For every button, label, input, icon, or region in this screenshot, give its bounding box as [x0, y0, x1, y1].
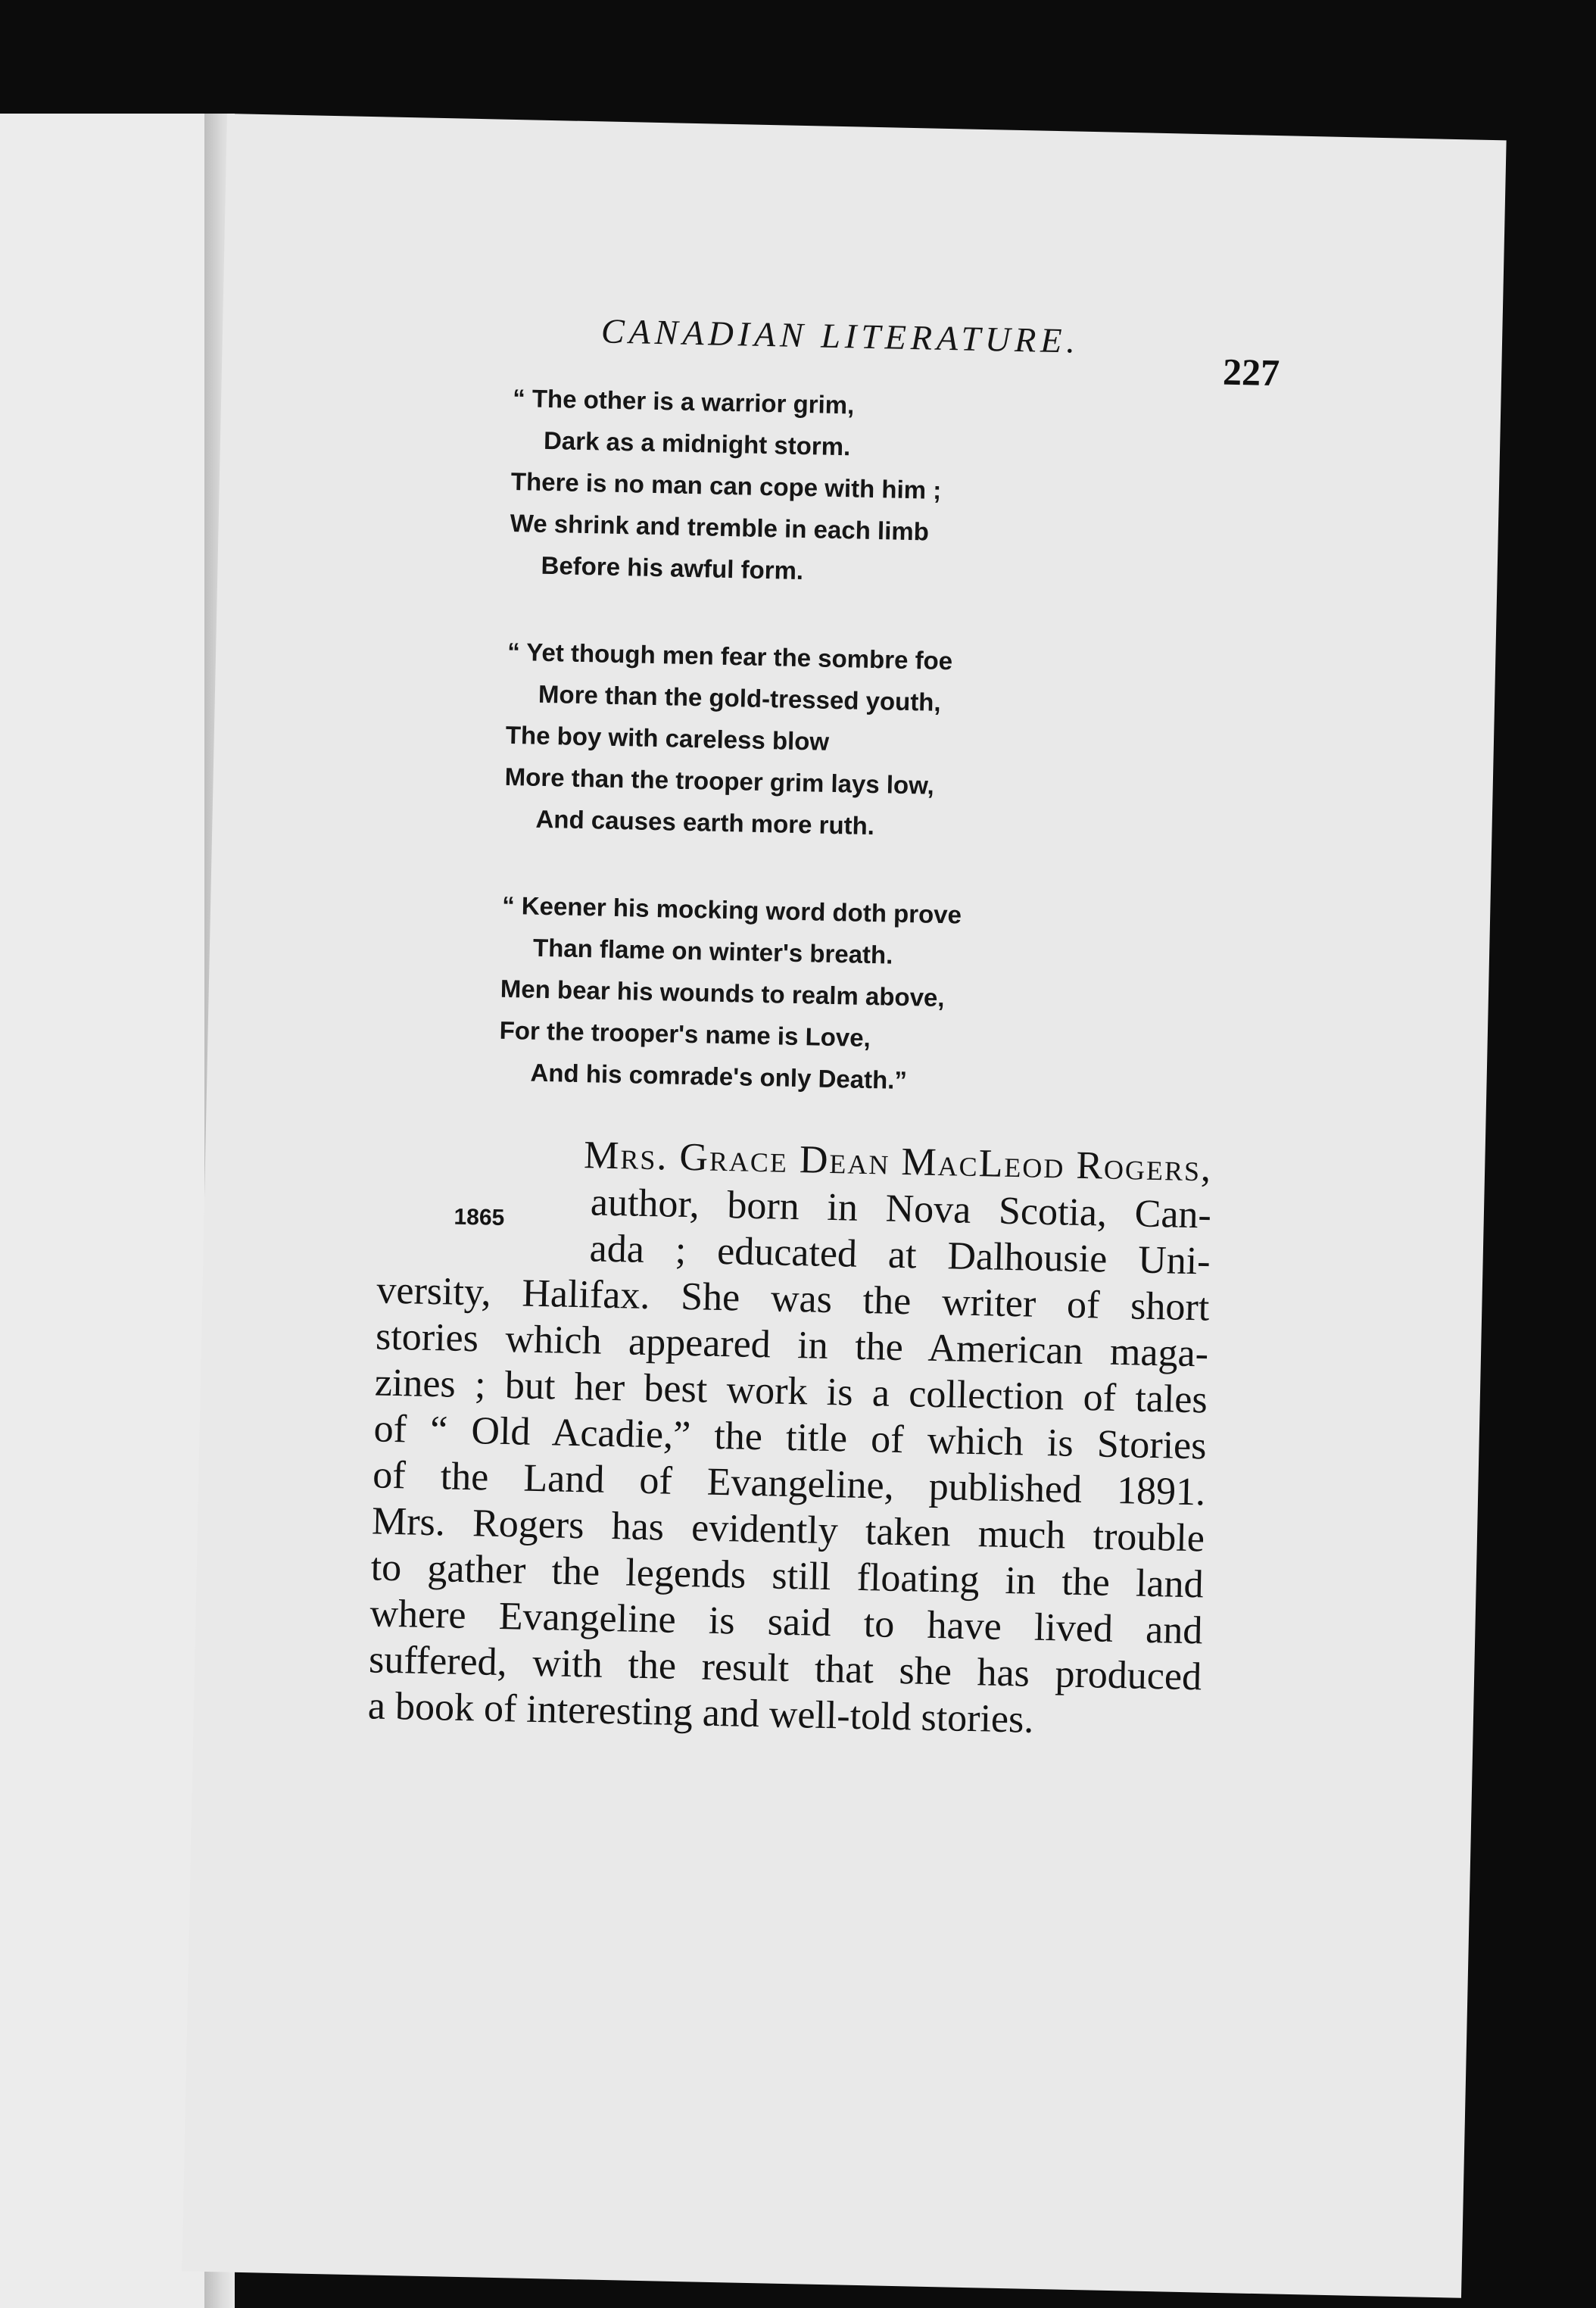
entry-line: zines ; but her best work is a collection of tales: [374, 1361, 1208, 1422]
verse-line: For the trooper's name is Love,: [499, 1015, 871, 1053]
stanza: [509, 377, 1195, 600]
verse-line: Than flame on winter's breath.: [532, 933, 893, 969]
verse-line: More than the gold-tressed youth,: [538, 679, 942, 716]
entry-line: to gather the legends still floating in the land: [370, 1545, 1205, 1607]
stanza: [498, 884, 1184, 1107]
entry-line: where Evangeline is said to have lived and: [369, 1592, 1203, 1653]
verse-line: “ Yet though men fear the sombre foe: [507, 637, 953, 675]
entry-line: Mrs. Rogers has evidently taken much trouble: [371, 1499, 1205, 1561]
entry-line: a book of interesting and well-told stories.: [367, 1684, 1034, 1742]
entry-year: 1865: [454, 1204, 505, 1230]
verse-line: Men bear his wounds to realm above,: [500, 974, 945, 1012]
entry-name: Mrs. Grace Dean MacLeod Rogers,: [583, 1134, 1213, 1190]
book-page: [182, 114, 1506, 2298]
verse-line: Before his awful form.: [541, 550, 804, 585]
running-head: CANADIAN LITERATURE.: [600, 311, 1080, 360]
stanza: [503, 631, 1189, 853]
poem: [497, 377, 1195, 1152]
entry-line: of “ Old Acadie,” the title of which is Stories: [373, 1407, 1208, 1468]
verse-line: “ Keener his mocking word doth prove: [501, 890, 962, 929]
page-number: 227: [1222, 350, 1280, 395]
verse-line: Dark as a midnight storm.: [543, 426, 851, 461]
biographical-entry: [367, 1128, 1212, 1747]
entry-line: ada ; educated at Dalhousie Uni-: [589, 1227, 1211, 1283]
entry-line: suffered, with the result that she has produced: [368, 1638, 1202, 1699]
verse-line: More than the trooper grim lays low,: [504, 762, 935, 800]
verse-line: And his comrade's only Death.”: [530, 1058, 908, 1095]
verse-line: The boy with careless blow: [505, 720, 830, 756]
entry-line: versity, Halifax. She was the writer of short: [376, 1268, 1210, 1330]
verse-line: “ The other is a warrior grim,: [512, 383, 855, 419]
entry-line: author, born in Nova Scotia, Can-: [590, 1181, 1212, 1237]
verse-line: There is no man can cope with him ;: [510, 466, 942, 504]
verse-line: And causes earth more ruth.: [535, 804, 875, 841]
entry-line: of the Land of Evangeline, published 1891.: [372, 1453, 1206, 1514]
entry-line: stories which appeared in the American maga-: [375, 1315, 1209, 1376]
verse-line: We shrink and tremble in each limb: [510, 508, 930, 546]
